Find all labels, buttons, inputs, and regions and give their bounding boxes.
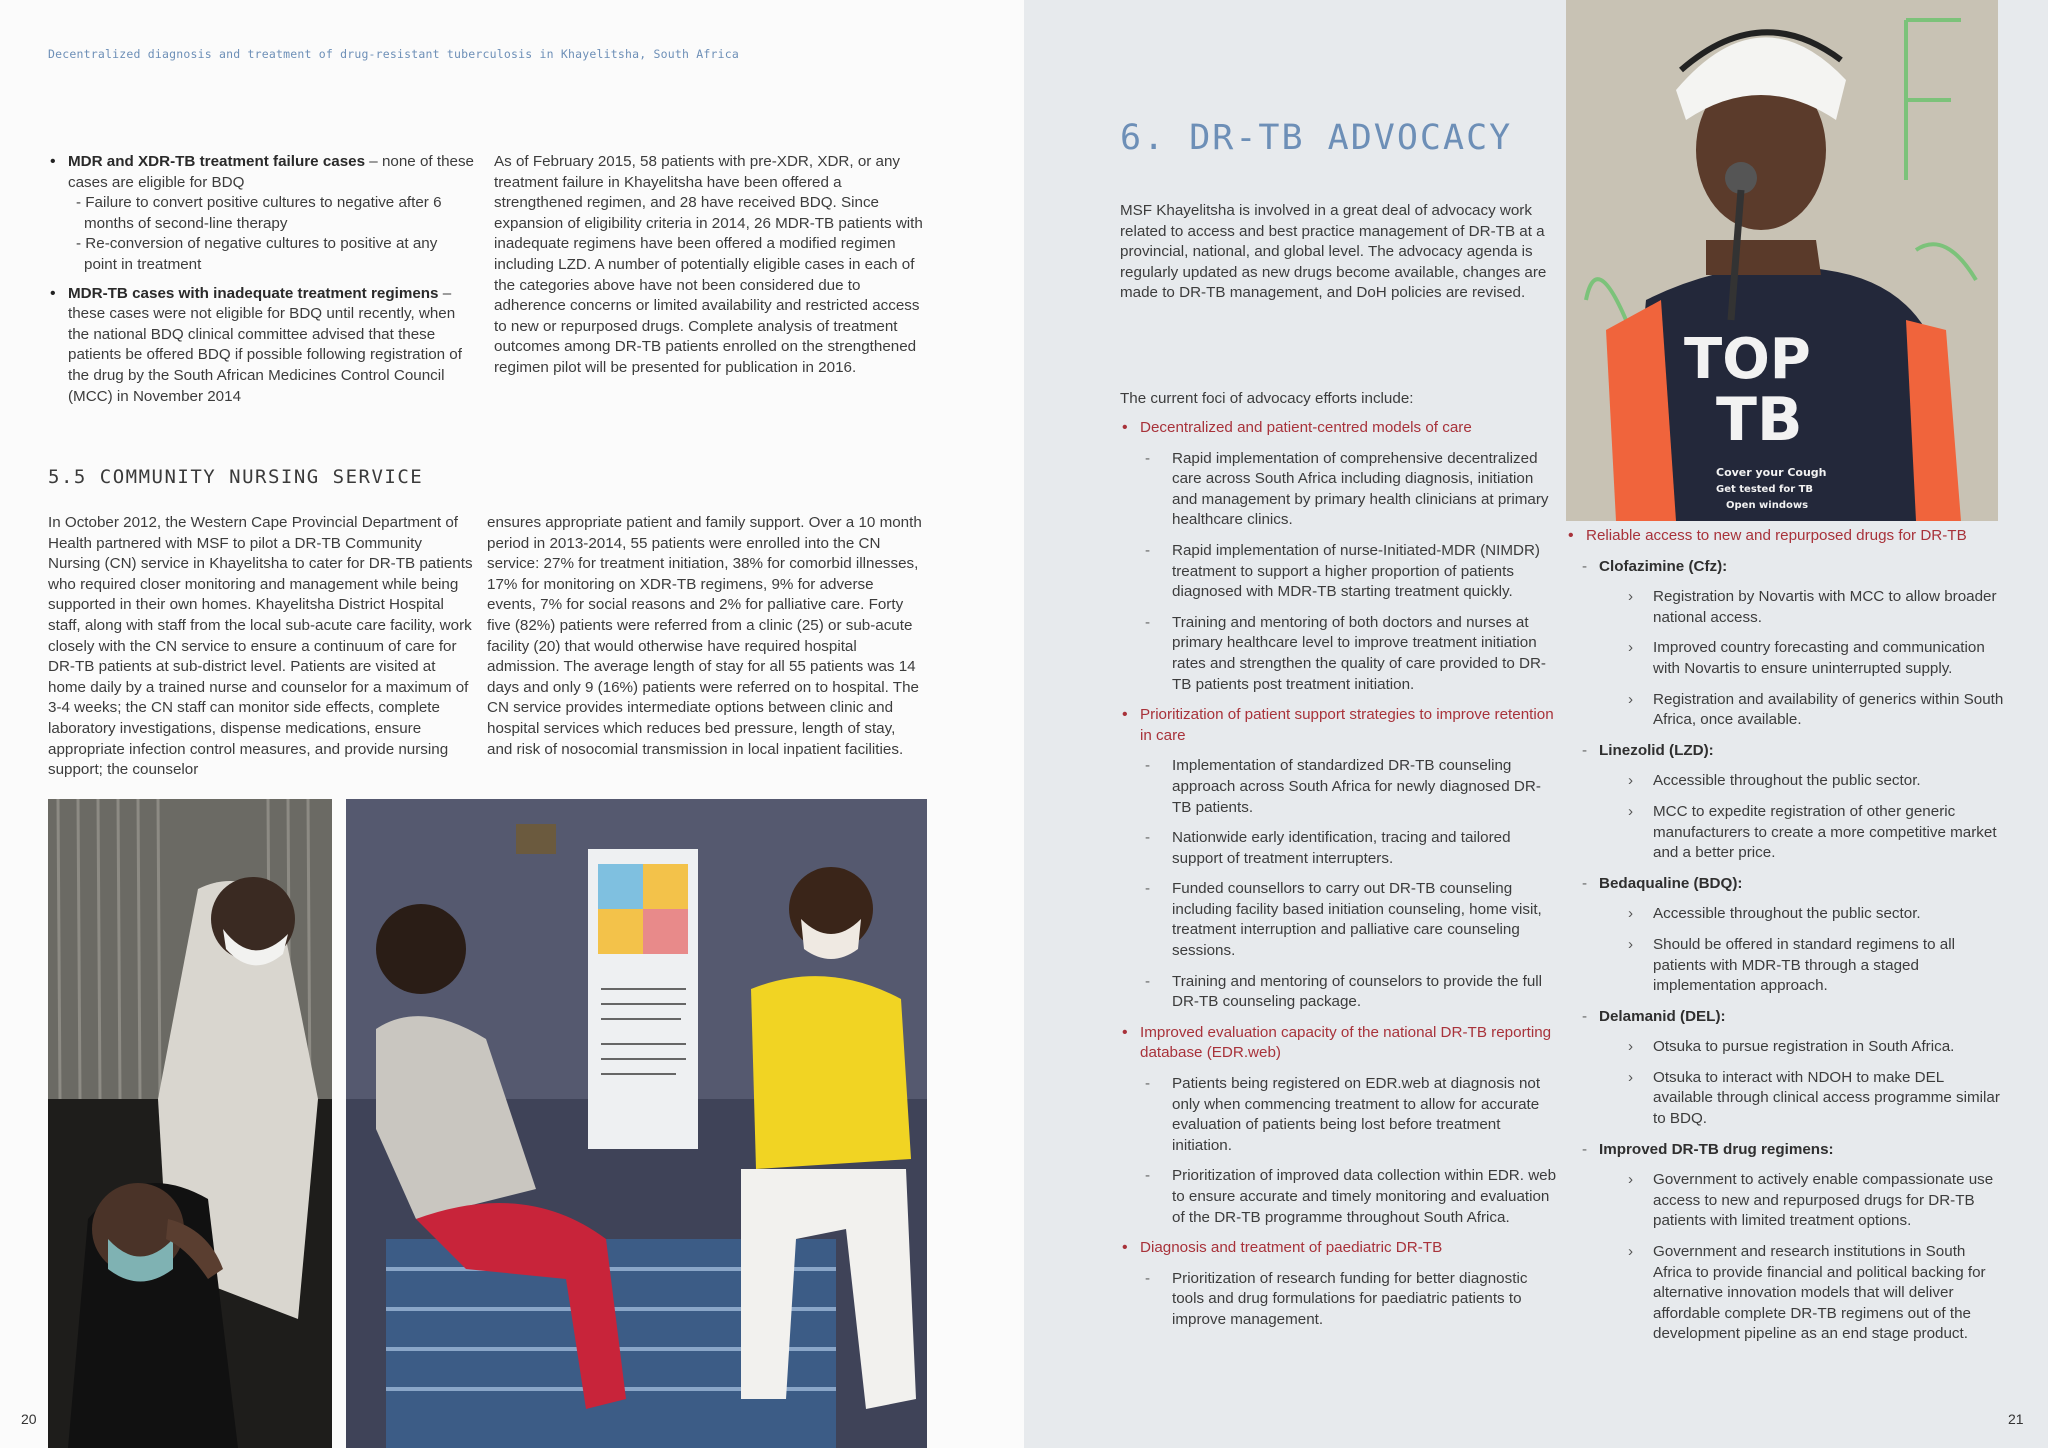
focus-label: • Diagnosis and treatment of paediatric DR-TB	[1140, 1239, 1443, 1257]
focus-item	[1120, 418, 1560, 695]
foci-lead	[1120, 389, 1556, 410]
drug-point: › Registration by Novartis with MCC to allow broader national access.	[1566, 587, 2006, 628]
focus-subitem: - Funded counsellors to carry out DR-TB counseling including facility based initiation counseling, home visit, treatment interruption and palliative care counseling sessions.	[1120, 879, 1560, 961]
drug-point: › Accessible throughout the public sector.	[1566, 904, 2006, 925]
sub-bullet: - Failure to convert positive cultures to negative after 6 months of second-line therapy	[76, 194, 442, 232]
focus-label: • Improved evaluation capacity of the national DR-TB reporting database (EDR.web)	[1140, 1023, 1552, 1062]
paragraph: In October 2012, the Western Cape Provincial Department of Health partnered with MSF to pilot a DR-TB Community Nursing (CN) service in Khayelitsha to cater for DR-TB patients who required closer monitoring and management while being supported in their own homes. Khayelitsha District Hospital staff, along with staff from the local sub-acute care facility, work closely with the CN service to ensure a continuum of care for DR-TB patients at sub-district level. Patients are visited at home daily by a trained nurse and counselor for a maximum of 3-4 weeks; the CN staff can monitor side effects, complete laboratory investigations, dispense medications, ensure appropriate infection control measures, and provide nursing support; the counselor	[48, 514, 473, 779]
shirt-text: Get tested for TB	[1716, 484, 1814, 495]
photo-advocate-microphone	[1566, 0, 1998, 521]
cn-column-2	[487, 513, 923, 760]
list-item	[48, 284, 474, 408]
photo-nurse-patient	[48, 799, 332, 1448]
drug-point: › Registration and availability of generics within South Africa, once available.	[1566, 690, 2006, 731]
focus-item	[1120, 705, 1560, 1013]
drug-access-list	[1566, 526, 2006, 1345]
shirt-text: TB	[1716, 385, 1803, 455]
cn-column-1	[48, 513, 476, 781]
bullet-bold: MDR-TB cases with inadequate treatment regimens	[68, 284, 439, 302]
focus-subitem: - Training and mentoring of both doctors and nurses at primary healthcare level to improve treatment initiation rates and strengthen the quality of care provided to DR-TB patients post treatment initiation.	[1120, 613, 1560, 695]
focus-subitem: - Nationwide early identification, tracing and tailored support of treatment interrupters.	[1120, 828, 1560, 869]
advocacy-intro	[1120, 201, 1556, 304]
drug-point: › Otsuka to pursue registration in South Africa.	[1566, 1037, 2006, 1058]
bullet-text: – these cases were not eligible for BDQ until recently, when the national BDQ clinical committee advised that these patients be offered BDQ if possible following registration of the drug by the South African Medicines Control Council (MCC) in November 2014	[68, 284, 462, 405]
paragraph: The current foci of advocacy efforts include:	[1120, 390, 1414, 407]
focus-subitem: - Prioritization of improved data collection within EDR. web to ensure accurate and timely monitoring and evaluation of the DR-TB programme throughout South Africa.	[1120, 1166, 1560, 1228]
left-column-2	[494, 152, 932, 379]
advocacy-foci-list	[1120, 408, 1560, 1331]
drug-name: - Delamanid (DEL):	[1566, 1007, 2006, 1028]
drug-point: › Government to actively enable compassionate use access to new and repurposed drugs for DR-TB patients with limited treatment options.	[1566, 1170, 2006, 1232]
focus-label: • Prioritization of patient support strategies to improve retention in care	[1140, 706, 1554, 744]
focus-item	[1120, 1238, 1560, 1330]
bullet-text: – none of these cases are eligible for BDQ	[68, 153, 475, 191]
paragraph: ensures appropriate patient and family support. Over a 10 month period in 2013-2014, 55 patients were enrolled into the CN service: 27% for treatment initiation, 38% for comorbid illnesses, 17% for monitoring on XDR-TB regimens, 9% for adverse events, 7% for social reasons and 2% for palliative care. Forty five (82%) patients were referred from a clinic (25) or sub-acute facility (20) that would otherwise have required hospital admission. The average length of stay for all 55 patients was 14 days and only 9 (16%) patients were referred on to hospital. The CN service provides intermediate options between clinic and hospital services which reduces bed pressure, length of stay, and risk of nosocomial transmission in local inpatient facilities.	[487, 514, 922, 758]
shirt-text: TOP	[1684, 327, 1811, 392]
section-title: 6. DR-TB ADVOCACY	[1120, 118, 1513, 158]
paragraph: As of February 2015, 58 patients with pre-XDR, XDR, or any treatment failure in Khayelitsha have been offered a strengthened regimen, and 28 have received BDQ. Since expansion of eligibility criteria in 2014, 26 MDR-TB patients with inadequate regimens have been offered a modified regimen including LZD. A number of potentially eligible cases in each of the categories above have not been considered due to adherence concerns or limited availability and restricted access to new or repurposed drugs. Complete analysis of treatment outcomes among DR-TB patients enrolled on the strengthened regimen pilot will be presented for publication in 2016.	[494, 153, 923, 376]
drug-point: › Government and research institutions in South Africa to provide financial and political backing for alternative innovation models that will deliver affordable complete DR-TB regimens out of the development pipeline as an end stage product.	[1566, 1242, 2006, 1345]
focus-subitem: - Patients being registered on EDR.web at diagnosis not only when commencing treatment to allow for accurate evaluation of patients being lost before treatment initiation.	[1120, 1074, 1560, 1156]
paragraph: MSF Khayelitsha is involved in a great deal of advocacy work related to access and best practice management of DR-TB at a provincial, national, and global level. The advocacy agenda is regularly updated as new drugs become available, changes are made to DR-TB management, and DoH policies are revised.	[1120, 202, 1547, 302]
focus-subitem: - Rapid implementation of comprehensive decentralized care across South Africa including diagnosis, initiation and management by primary health clinicians at primary healthcare clinics.	[1120, 449, 1560, 531]
drug-point: › MCC to expedite registration of other generic manufacturers to create a more competitive market and a better price.	[1566, 802, 2006, 864]
focus-label: • Reliable access to new and repurposed drugs for DR-TB	[1586, 527, 1967, 544]
focus-subitem: - Training and mentoring of counselors to provide the full DR-TB counseling package.	[1120, 972, 1560, 1013]
drug-point: › Improved country forecasting and communication with Novartis to ensure uninterrupted supply.	[1566, 638, 2006, 679]
photo-counselling-session	[346, 799, 927, 1448]
focus-subitem: - Prioritization of research funding for better diagnostic tools and drug formulations for paediatric patients to improve management.	[1120, 1269, 1560, 1331]
drug-name: - Clofazimine (Cfz):	[1566, 557, 2006, 578]
list-item	[48, 152, 474, 276]
drug-point: › Should be offered in standard regimens to all patients with MDR-TB through a staged implementation approach.	[1566, 935, 2006, 997]
running-head: Decentralized diagnosis and treatment of drug-resistant tuberculosis in Khayelitsha, South Africa	[48, 47, 739, 61]
drug-name: - Linezolid (LZD):	[1566, 741, 2006, 762]
left-column-1	[48, 152, 474, 415]
focus-subitem: - Implementation of standardized DR-TB counseling approach across South Africa for newly diagnosed DR-TB patients.	[1120, 756, 1560, 818]
drug-name: - Improved DR-TB drug regimens:	[1566, 1140, 2006, 1161]
page-number: 20	[21, 1411, 37, 1427]
bullet-bold: MDR and XDR-TB treatment failure cases	[68, 153, 366, 170]
focus-label: • Decentralized and patient-centred models of care	[1140, 419, 1472, 436]
shirt-text: Cover your Cough	[1716, 466, 1827, 479]
shirt-text: Open windows	[1726, 500, 1809, 511]
drug-point: › Accessible throughout the public sector.	[1566, 771, 2006, 792]
page-number: 21	[2008, 1411, 2024, 1427]
focus-subitem: - Rapid implementation of nurse-Initiated-MDR (NIMDR) treatment to support a higher proportion of patients diagnosed with MDR-TB starting treatment quickly.	[1120, 541, 1560, 603]
focus-item	[1120, 1023, 1560, 1228]
focus-item	[1566, 526, 2006, 547]
drug-name: - Bedaqualine (BDQ):	[1566, 874, 2006, 895]
drug-point: › Otsuka to interact with NDOH to make DEL available through clinical access programme similar to BDQ.	[1566, 1068, 2006, 1130]
section-heading: 5.5 COMMUNITY NURSING SERVICE	[48, 466, 424, 488]
sub-bullet: - Re-conversion of negative cultures to positive at any point in treatment	[76, 235, 438, 273]
